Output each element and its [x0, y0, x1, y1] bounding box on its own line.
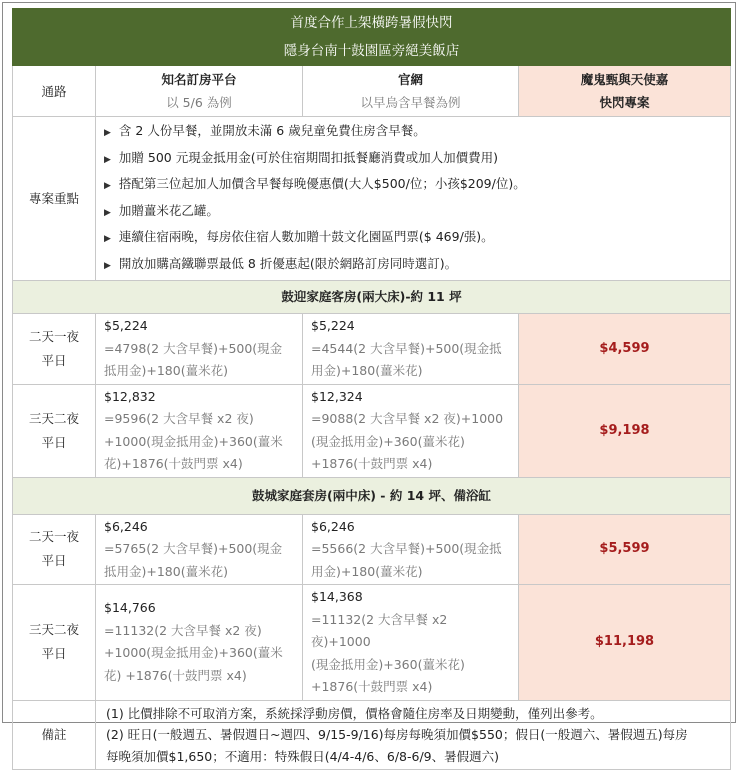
features-label-text: 專案重點 — [28, 190, 79, 206]
stay-label: 三天二夜 平日 — [13, 585, 96, 701]
deal-price: $5,599 — [519, 514, 731, 585]
official-header-sub: 以早烏含早餐為例 — [360, 95, 461, 110]
otas-price-cell: $12,832 =9596(2 大含早餐 x2 夜) +1000(現金抵用金)+360(薑米 花)+1876(十鼓門票 x4) — [96, 384, 303, 477]
deal-price: $9,198 — [519, 384, 731, 477]
official-price: $5,224 — [311, 318, 355, 333]
channel-header-label: 通路 — [41, 83, 67, 99]
table-title — [13, 9, 731, 66]
otas-price: $14,766 — [104, 600, 156, 616]
stay-label: 二天一夜 平日 — [13, 514, 96, 585]
feature-item: ▶ 連續住宿兩晚，每房依住宿人數加贈十鼓文化園區門票($ 469/張)。 — [104, 225, 722, 252]
stay-label: 二天一夜 平日 — [13, 314, 96, 385]
feature-item: ▶ 搭配第三位起加人加價含早餐每晚優惠價(大人$500/位；小孩$209/位)。 — [104, 172, 722, 199]
otas-price: $6,246 — [104, 518, 148, 534]
ours-header-name: 魔鬼甄與天使嘉 — [580, 72, 669, 87]
channel-header — [13, 66, 96, 117]
otas-header-sub: 以 5/6 為例 — [166, 95, 232, 110]
otas-price-cell: $6,246 =5765(2 大含早餐)+500(現金 抵用金)+180(薑米花) — [96, 514, 303, 585]
triangle-bullet-icon: ▶ — [104, 234, 111, 244]
features-label — [13, 117, 96, 281]
triangle-bullet-icon: ▶ — [104, 154, 111, 165]
notes-label — [13, 700, 96, 770]
deal-price: $11,198 — [519, 585, 731, 701]
note-line: (1) 比價排除不可取消方案，系統採浮動房價，價格會隨住房率及日期變動，僅列出參考。 — [106, 705, 603, 721]
ours-header-sub: 快閃專案 — [599, 95, 650, 110]
official-price-cell: $14,368 =11132(2 大含早餐 x2 夜)+1000 (現金抵用金)+360(薑米花) +1876(十鼓門票 x4) — [303, 585, 519, 701]
note-line: 每晚須加價$1,650；不適用：特殊假日(4/4-4/6、6/8-6/9、暑假週六) — [106, 748, 499, 764]
official-price-cell: $6,246 =5566(2 大含早餐)+500(現金抵 用金)+180(薑米花) — [303, 514, 519, 585]
otas-price-cell: $14,766 =11132(2 大含早餐 x2 夜) +1000(現金抵用金)+360(薑米 花) +1876(十鼓門票 x4) — [96, 585, 303, 701]
ours-header — [519, 66, 731, 117]
deal-price: $4,599 — [519, 314, 731, 385]
triangle-bullet-icon: ▶ — [104, 128, 111, 138]
notes-label-text: 備註 — [41, 726, 67, 742]
comparison-table — [12, 8, 731, 770]
features-list — [96, 117, 731, 281]
official-price-cell: $5,224 =4544(2 大含早餐)+500(現金抵 用金)+180(薑米花) — [303, 314, 519, 385]
room-name: 鼓城家庭套房(兩中床) - 約 14 坪、備浴缸 — [252, 487, 491, 503]
title-line-2: 隱身台南十鼓園區旁絕美飯店 — [283, 43, 460, 59]
room-section-header — [13, 477, 731, 514]
official-header — [303, 66, 519, 117]
note-line: (2) 旺日(一般週五、暑假週日~週四、9/15-9/16)每房每晚須加價$550；假日(一般週六、暑假週五)每房 — [106, 727, 688, 742]
otas-price-cell: $5,224 =4798(2 大含早餐)+500(現金 抵用金)+180(薑米花) — [96, 314, 303, 385]
feature-item: ▶ 加贈薑米花乙罐。 — [104, 199, 722, 226]
triangle-bullet-icon: ▶ — [104, 260, 111, 271]
feature-item: ▶ 加贈 500 元現金抵用金(可於住宿期間扣抵餐廳消費或加人加價費用) — [104, 146, 722, 173]
official-price: $14,368 — [311, 589, 363, 604]
triangle-bullet-icon: ▶ — [104, 207, 111, 218]
feature-item: ▶ 開放加購高鐵聯票最低 8 折優惠起(限於網路訂房同時選訂)。 — [104, 252, 722, 279]
stay-label: 三天二夜 平日 — [13, 384, 96, 477]
otas-price: $12,832 — [104, 388, 156, 404]
otas-header-name: 知名訂房平台 — [161, 72, 237, 87]
title-line-1: 首度合作上架橫跨暑假快閃 — [290, 15, 453, 31]
official-header-name: 官網 — [397, 72, 423, 87]
official-price: $6,246 — [311, 518, 355, 534]
notes-content — [96, 700, 731, 770]
otas-header — [96, 66, 303, 117]
triangle-bullet-icon: ▶ — [104, 181, 111, 191]
room-section-header — [13, 281, 731, 314]
otas-price: $5,224 — [104, 318, 148, 333]
feature-item: ▶ 含 2 人份早餐，並開放未滿 6 歲兒童免費住房含早餐。 — [104, 119, 722, 146]
official-price: $12,324 — [311, 388, 363, 404]
official-price-cell: $12,324 =9088(2 大含早餐 x2 夜)+1000 (現金抵用金)+360(薑米花) +1876(十鼓門票 x4) — [303, 384, 519, 477]
room-name: 鼓迎家庭客房(兩大床)-約 11 坪 — [281, 289, 462, 304]
